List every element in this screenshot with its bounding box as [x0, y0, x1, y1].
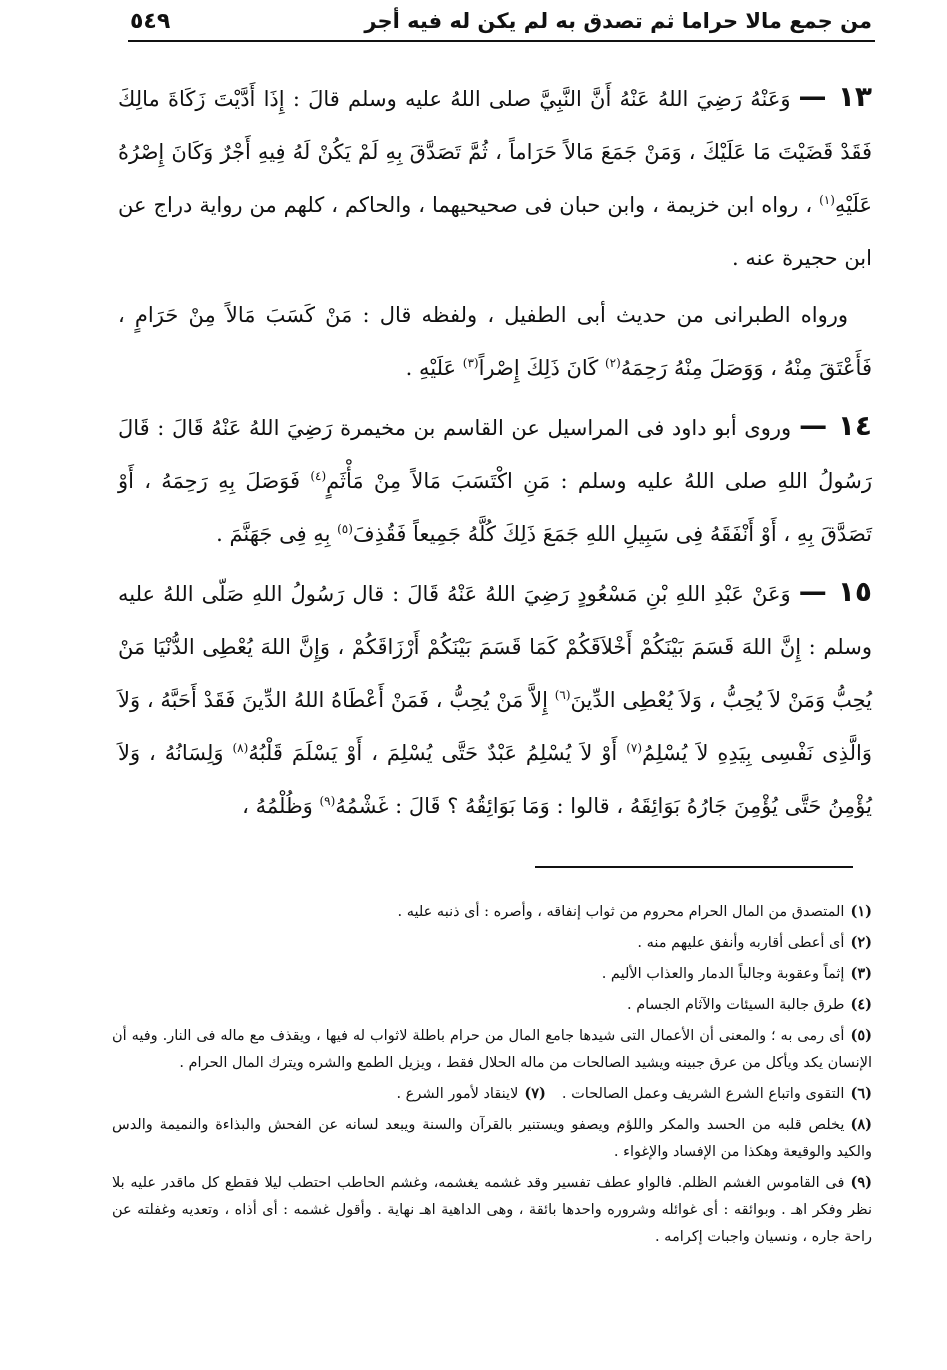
hadith-paragraph — [118, 399, 872, 561]
footnote — [112, 1111, 872, 1166]
hadith-paragraph — [118, 70, 872, 285]
footnote — [112, 1080, 872, 1108]
hadith-text: كَانَ ذَلِكَ إِصْراً — [478, 356, 605, 380]
footnote-reference: (٥) — [337, 522, 353, 536]
footnote-number: (٥) — [850, 1027, 872, 1044]
footnote-number: (٣) — [850, 965, 872, 982]
footnotes-section — [112, 898, 872, 1254]
footnote — [112, 929, 872, 957]
hadith-paragraph — [118, 289, 872, 395]
footnote-reference: (٤) — [310, 469, 327, 483]
footnote-number: (٨) — [850, 1116, 872, 1133]
footnote-reference: (١) — [819, 193, 835, 207]
hadith-text: عَلَيْهِ . — [405, 356, 463, 380]
footnote-reference: (٦) — [554, 688, 571, 702]
hadith-text: أَوْ لاَ يُسْلِمُ عَبْدٌ حَتَّى يُسْلِمَ ، أَوْ يَسْلَمَ قَلْبُهُ — [248, 741, 627, 765]
footnote-reference: (٨) — [232, 741, 249, 755]
footnote-text: التقوى واتباع الشرع الشريف وعمل الصالحات . — [561, 1086, 845, 1102]
footnote-rule — [535, 866, 853, 868]
footnote-text: المتصدق من المال الحرام محروم من ثواب إنفاقه ، وأصره : أى ذنبه عليه . — [397, 904, 845, 920]
hadith-number: ١٥ — — [799, 575, 872, 608]
footnote-text: طرق جالبة السيئات والآثام الجسام . — [626, 997, 845, 1013]
hadith-paragraph — [118, 565, 872, 833]
footnote-text: أى أعطى أقاربه وأنفق عليهم منه . — [637, 935, 845, 951]
footnote-number: (٩) — [850, 1174, 872, 1191]
footnote — [112, 960, 872, 988]
footnote-number: (٦) — [850, 1085, 872, 1102]
hadith-text: وَظُلْمُهُ ، — [242, 794, 320, 818]
footnote-reference: (٧) — [626, 741, 643, 755]
footnote-reference: (٩) — [319, 794, 336, 808]
hadith-text: فَوَصَلَ بِهِ رَحِمَهُ ، أَوْ تَصَدَّقَ بِهِ ، أَوْ أَنْفَقَهُ فِى سَبِيلِ اللهِ جَمَعَ ذَلِكَ كُلَّهُ جَمِيعاً فَقُذِفَ — [118, 469, 872, 546]
hadith-text: وَلِسَانُهُ ، وَلاَ يُؤْمِنُ حَتَّى يُؤْمِنَ جَارُهُ بَوَائِقَهُ ، قالوا : وَمَا بَوَائِقُهُ ؟ قَالَ : غَشْمُهُ — [118, 741, 872, 818]
hadith-text: وروى أبو داود فى المراسيل عن القاسم بن مخيمرة رَضِيَ اللهُ عَنْهُ قَالَ : قَالَ رَسُولُ اللهِ صلى اللهُ عليه وسلم : مَنِ اكْتَسَبَ مَالاً مِنْ مَأْثَمٍ — [118, 416, 872, 493]
main-text — [118, 70, 872, 837]
header-rule — [128, 40, 875, 42]
footnote-number: (٢) — [850, 934, 872, 951]
hadith-text: ، رواه ابن خزيمة ، وابن حبان فى صحيحيهما ، والحاكم ، كلهم من رواية دراج عن ابن حجيرة عنه . — [118, 193, 872, 270]
footnote-text: أى رمى به ؛ والمعنى أن الأعمال التى شيدها جامع المال من حرام باطلة لاثواب له فيها ، ويقذف مع ماله فى النار. وفيه أن الإنسان يكد ويأكل من عرق جبينه ويشيد الصالحات من ماله الحلال فقط ، ويزيل الطمع والشره ويترك المال الحرام . — [112, 1028, 872, 1071]
hadith-text: وَعَنْ عَبْدِ اللهِ بْنِ مَسْعُودٍ رَضِيَ اللهُ عَنْهُ قَالَ : قال رَسُولُ اللهِ صَلّى اللهُ عليه وسلم : إِنَّ اللهَ قَسَمَ بَيْنَكُمْ أَخْلاَقَكُمْ كَمَا قَسَمَ بَيْنَكُمْ أَرْزَاقَكُمْ ، وَإِنَّ اللهَ يُعْطِى الدُّنْيَا مَنْ يُحِبُّ وَمَنْ لاَ يُحِبُّ ، وَلاَ يُعْطِى الدِّينَ — [118, 582, 872, 712]
footnote — [112, 1169, 872, 1251]
footnote — [112, 991, 872, 1019]
hadith-text: وَعَنْهُ رَضِيَ اللهُ عَنْهُ أَنَّ النَّبِيَّ صلى اللهُ عليه وسلم قالَ : إِذَا أَدَّيْتَ زَكَاةَ مالِكَ فَقَدْ قَضَيْتَ مَا عَلَيْكَ ، وَمَنْ جَمَعَ مَالاً حَرَاماً ، ثُمَّ تَصَدَّقَ بِهِ لَمْ يَكُنْ لَهُ فِيهِ أَجْرٌ وَكَانَ إِصْرُهُ عَلَيْهِ — [118, 87, 872, 217]
hadith-text: ورواه الطبرانى من حديث أبى الطفيل ، ولفظه قال : مَنْ كَسَبَ مَالاً مِنْ حَرَامٍ ، فَأَعْتَقَ مِنْهُ ، وَوَصَلَ مِنْهُ رَحِمَهُ — [118, 303, 872, 380]
footnote-number: (٧) — [524, 1085, 546, 1102]
footnote-number: (١) — [850, 903, 872, 920]
footnote-number: (٤) — [850, 996, 872, 1013]
footnote-text: يخلص قلبه من الحسد والمكر واللؤم ويصفو ويستنير بالقرآن والسنة ويبعد لسانه عن الفحش والبذاءة والنميمة والدس والكيد والوقيعة وهكذا من الإفساد والإغواء . — [112, 1117, 872, 1160]
footnote-text: لاينقاد لأمور الشرع . — [396, 1086, 519, 1102]
footnote-text: إثماً وعقوبة وجالباً الدمار والعذاب الأليم . — [601, 966, 845, 982]
hadith-number: ١٤ — — [799, 409, 872, 442]
hadith-text: بِهِ فِى جَهَنَّمَ . — [216, 522, 338, 546]
header-title: من جمع مالا حراما ثم تصدق به لم يكن له فيه أجر — [364, 9, 872, 33]
hadith-text: إِلاَّ مَنْ يُحِبُّ ، فَمَنْ أَعْطَاهُ اللهُ الدِّينَ فَقَدْ أَحَبَّهُ ، وَلاَ وَالَّذِى نَفْسِى بِيَدِهِ لاَ يُسْلِمُ — [118, 688, 873, 765]
footnote — [112, 1022, 872, 1077]
footnote-reference: (٢) — [604, 356, 621, 370]
footnote — [112, 898, 872, 926]
running-header — [130, 4, 872, 38]
hadith-number: ١٣ — — [799, 80, 872, 113]
page-number: ٥٤٩ — [130, 8, 171, 34]
footnote-reference: (٣) — [462, 356, 479, 370]
footnote-text: فى القاموس الغشم الظلم. فالواو عطف تفسير وقد غشمه يغشمه، وغشم الحاطب احتطب ليلا فقطع كل ماقدر عليه بلا نظر وفكر اهـ . وبوائقه : أى غوائله وشروره واحدها بائقة ، وهى الداهية اهـ نهاية . وأقول غشمه : أى أذاه ، وتعديه وغفلته عن راحة جاره ، ونسيان واجبات إكرامه . — [112, 1175, 872, 1245]
